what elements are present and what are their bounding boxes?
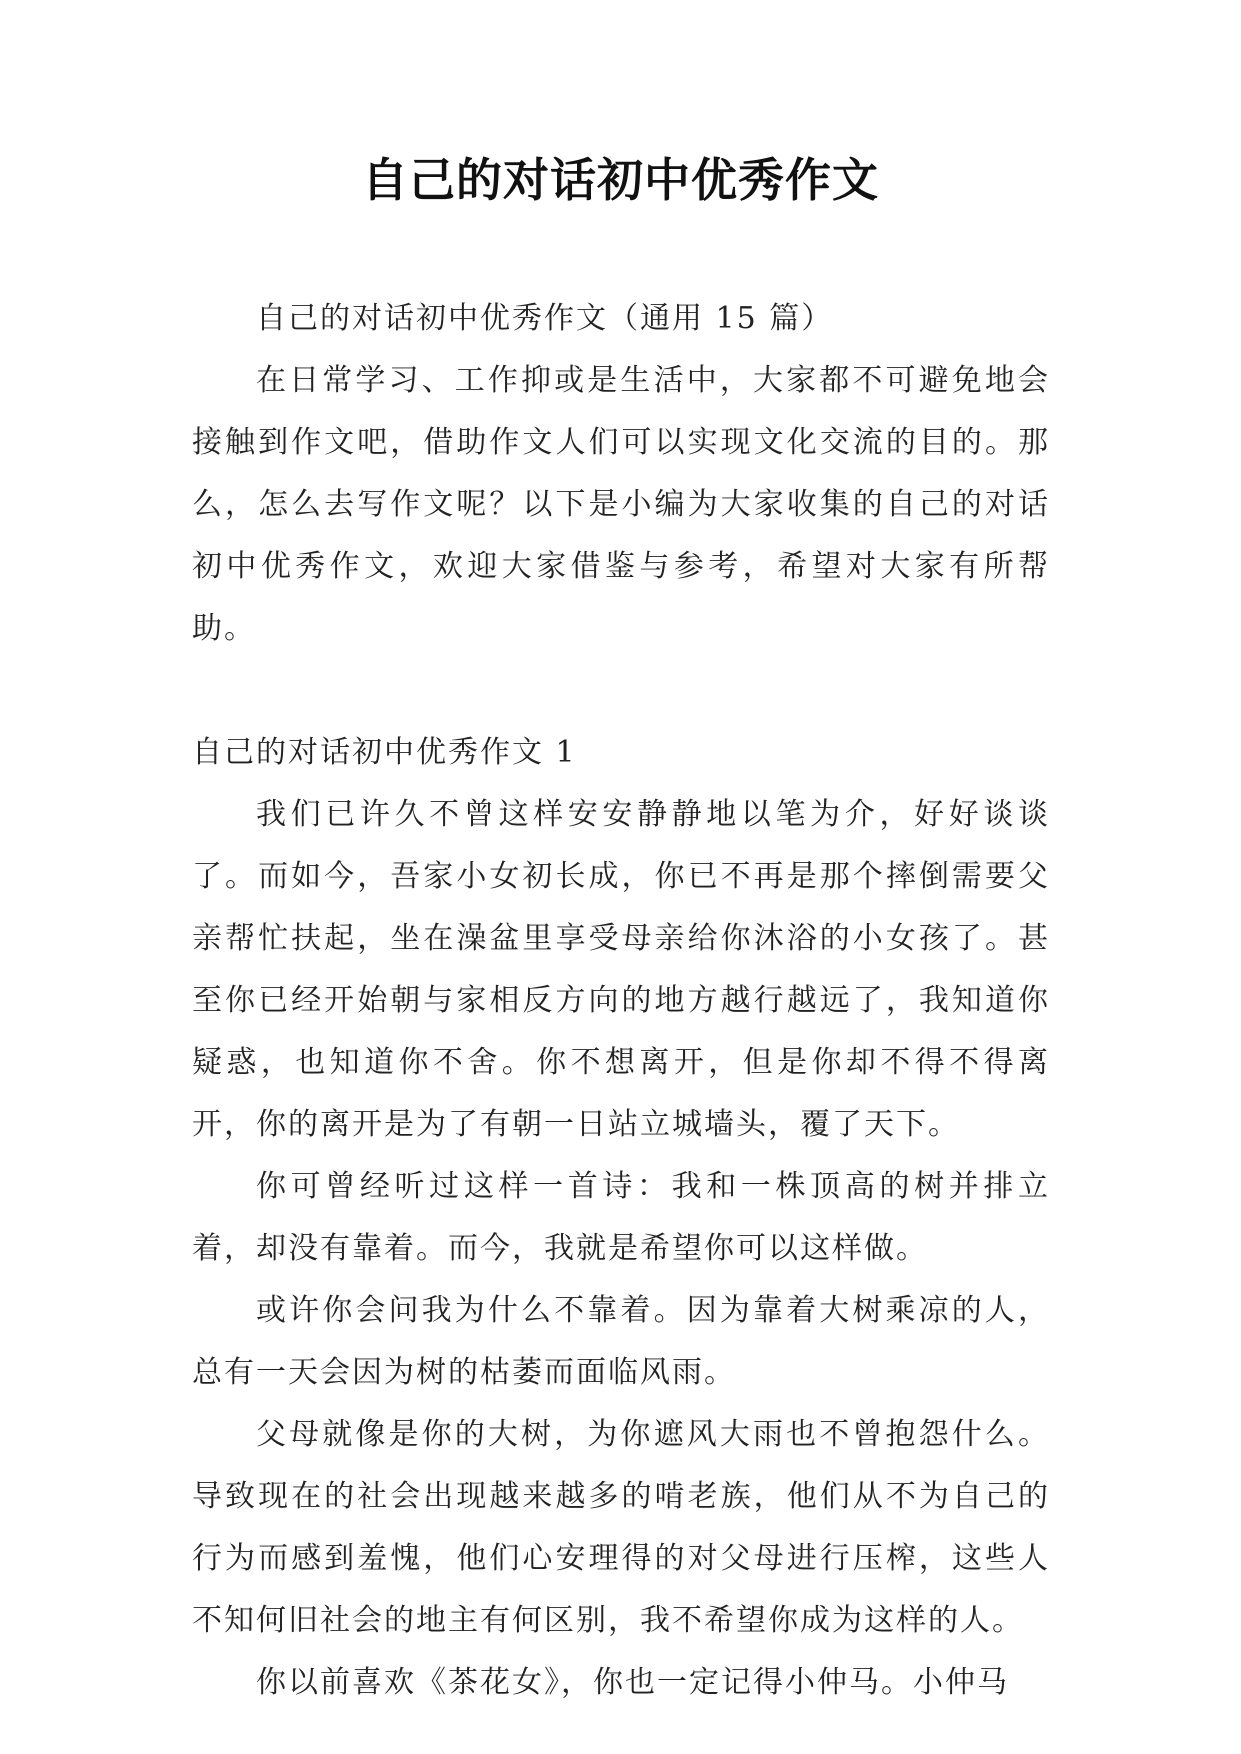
document-subtitle: 自己的对话初中优秀作文（通用 15 篇） xyxy=(256,301,834,336)
intro-paragraph: 在日常学习、工作抑或是生活中，大家都不可避免地会接触到作文吧，借助作文人们可以实现文化交流的目的。那么，怎么去写作文呢？以下是小编为大家收集的自己的对话初中优秀作文，欢迎大家借鉴与参考，希望对大家有所帮助。 xyxy=(192,363,1050,646)
body-paragraph-5: 你以前喜欢《茶花女》，你也一定记得小仲马。小仲马 xyxy=(256,1665,1009,1700)
body-paragraph-1: 我们已许久不曾这样安安静静地以笔为介，好好谈谈了。而如今，吾家小女初长成，你已不再是那个摔倒需要父亲帮忙扶起，坐在澡盆里享受母亲给你沐浴的小女孩了。甚至你已经开始朝与家相反方向的地方越行越远了，我知道你疑惑，也知道你不舍。你不想离开，但是你却不得不得离开，你的离开是为了有朝一日站立城墙头，覆了天下。 xyxy=(192,797,1050,1142)
section-heading: 自己的对话初中优秀作文 1 xyxy=(192,735,577,770)
document-title: 自己的对话初中优秀作文 xyxy=(362,153,879,207)
body-paragraph-3: 或许你会问我为什么不靠着。因为靠着大树乘凉的人，总有一天会因为树的枯萎而面临风雨。 xyxy=(192,1293,1050,1390)
body-paragraph-2: 你可曾经听过这样一首诗：我和一株顶高的树并排立着，却没有靠着。而今，我就是希望你可以这样做。 xyxy=(192,1169,1050,1266)
document-body xyxy=(192,288,1050,1714)
body-paragraph-4: 父母就像是你的大树，为你遮风大雨也不曾抱怨什么。导致现在的社会出现越来越多的啃老族，他们从不为自己的行为而感到羞愧，他们心安理得的对父母进行压榨，这些人不知何旧社会的地主有何区别，我不希望你成为这样的人。 xyxy=(192,1417,1050,1638)
